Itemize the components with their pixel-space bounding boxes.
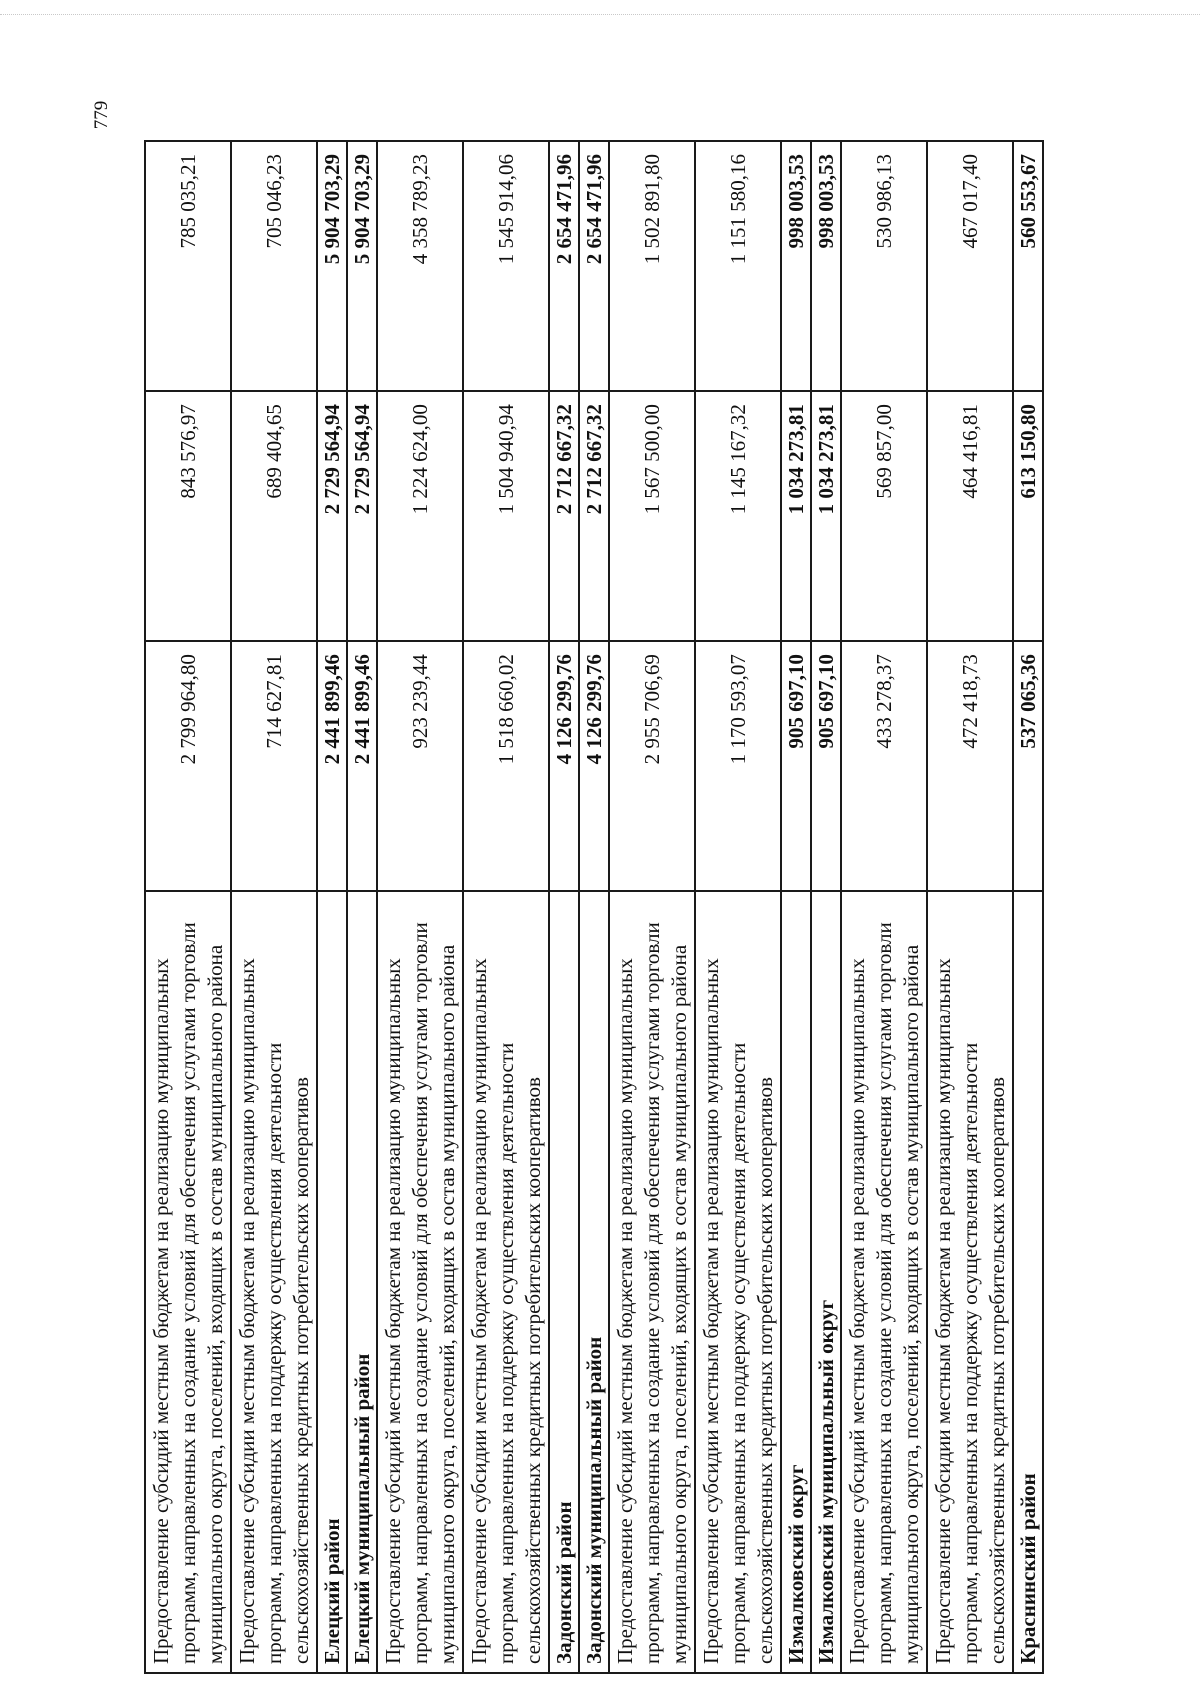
table-row <box>927 141 1013 1673</box>
value-cell-3: 998 003,53 <box>811 141 841 391</box>
value-cell-3: 530 986,13 <box>841 141 927 391</box>
row-name: Предоставление субсидий местным бюджетам на реализацию муниципальных программ, направленных на создание условий для обеспечения услугами торговли муниципального округа, поселений, входящих в состав муниципального района <box>145 891 231 1673</box>
value-cell-3: 467 017,40 <box>927 141 1013 391</box>
region-name: Задонский муниципальный район <box>579 891 609 1673</box>
value-cell-3: 1 151 580,16 <box>695 141 781 391</box>
region-total-row <box>781 141 811 1673</box>
value-cell-2: 613 150,80 <box>1013 391 1043 641</box>
value-cell-3: 785 035,21 <box>145 141 231 391</box>
value-cell-2: 2 729 564,94 <box>317 391 347 641</box>
region-name: Измалковский муниципальный округ <box>811 891 841 1673</box>
value-cell-3: 1 502 891,80 <box>609 141 695 391</box>
region-name: Измалковский округ <box>781 891 811 1673</box>
region-total-row <box>579 141 609 1673</box>
value-cell-2: 2 729 564,94 <box>347 391 377 641</box>
value-cell-1: 923 239,44 <box>377 641 463 891</box>
value-cell-3: 4 358 789,23 <box>377 141 463 391</box>
value-cell-1: 905 697,10 <box>781 641 811 891</box>
table-row <box>609 141 695 1673</box>
value-cell-1: 537 065,36 <box>1013 641 1043 891</box>
value-cell-2: 569 857,00 <box>841 391 927 641</box>
value-cell-1: 2 799 964,80 <box>145 641 231 891</box>
value-cell-1: 4 126 299,76 <box>549 641 579 891</box>
value-cell-1: 2 955 706,69 <box>609 641 695 891</box>
value-cell-1: 1 518 660,02 <box>463 641 549 891</box>
value-cell-3: 5 904 703,29 <box>347 141 377 391</box>
table-row <box>841 141 927 1673</box>
region-total-row <box>811 141 841 1673</box>
row-name: Предоставление субсидий местным бюджетам на реализацию муниципальных программ, направленных на создание условий для обеспечения услугами торговли муниципального округа, поселений, входящих в состав муниципального района <box>609 891 695 1673</box>
value-cell-3: 2 654 471,96 <box>549 141 579 391</box>
value-cell-1: 433 278,37 <box>841 641 927 891</box>
region-total-row <box>1013 141 1043 1673</box>
value-cell-3: 998 003,53 <box>781 141 811 391</box>
value-cell-2: 1 504 940,94 <box>463 391 549 641</box>
row-name: Предоставление субсидий местным бюджетам на реализацию муниципальных программ, направленных на создание условий для обеспечения услугами торговли муниципального округа, поселений, входящих в состав муниципального района <box>841 891 927 1673</box>
row-name: Предоставление субсидии местным бюджетам на реализацию муниципальных программ, направленных на поддержку осуществления деятельности сельскохозяйственных кредитных потребительских кооперативов <box>927 891 1013 1673</box>
value-cell-3: 1 545 914,06 <box>463 141 549 391</box>
row-name: Предоставление субсидий местным бюджетам на реализацию муниципальных программ, направленных на создание условий для обеспечения услугами торговли муниципального округа, поселений, входящих в состав муниципального района <box>377 891 463 1673</box>
value-cell-1: 4 126 299,76 <box>579 641 609 891</box>
value-cell-2: 1 145 167,32 <box>695 391 781 641</box>
row-name: Предоставление субсидии местным бюджетам на реализацию муниципальных программ, направленных на поддержку осуществления деятельности сельскохозяйственных кредитных потребительских кооперативов <box>695 891 781 1673</box>
value-cell-3: 560 553,67 <box>1013 141 1043 391</box>
region-name: Елецкий муниципальный район <box>347 891 377 1673</box>
table-row <box>145 141 231 1673</box>
value-cell-2: 1 567 500,00 <box>609 391 695 641</box>
table-row <box>231 141 317 1673</box>
value-cell-2: 1 034 273,81 <box>781 391 811 641</box>
value-cell-3: 5 904 703,29 <box>317 141 347 391</box>
value-cell-2: 2 712 667,32 <box>549 391 579 641</box>
value-cell-2: 689 404,65 <box>231 391 317 641</box>
region-total-row <box>549 141 579 1673</box>
value-cell-1: 2 441 899,46 <box>317 641 347 891</box>
value-cell-1: 1 170 593,07 <box>695 641 781 891</box>
row-name: Предоставление субсидии местным бюджетам на реализацию муниципальных программ, направленных на поддержку осуществления деятельности сельскохозяйственных кредитных потребительских кооперативов <box>463 891 549 1673</box>
region-name: Краснинский район <box>1013 891 1043 1673</box>
value-cell-2: 1 224 624,00 <box>377 391 463 641</box>
table-row <box>377 141 463 1673</box>
value-cell-2: 464 416,81 <box>927 391 1013 641</box>
table-row <box>695 141 781 1673</box>
region-name: Елецкий район <box>317 891 347 1673</box>
value-cell-1: 472 418,73 <box>927 641 1013 891</box>
value-cell-2: 2 712 667,32 <box>579 391 609 641</box>
region-total-row <box>317 141 347 1673</box>
region-name: Задонский район <box>549 891 579 1673</box>
subsidy-table <box>144 140 1044 1674</box>
value-cell-2: 843 576,97 <box>145 391 231 641</box>
page-number: 779 <box>91 100 112 130</box>
top-divider <box>0 14 1200 15</box>
table-row <box>463 141 549 1673</box>
value-cell-3: 2 654 471,96 <box>579 141 609 391</box>
value-cell-2: 1 034 273,81 <box>811 391 841 641</box>
value-cell-1: 2 441 899,46 <box>347 641 377 891</box>
value-cell-3: 705 046,23 <box>231 141 317 391</box>
region-total-row <box>347 141 377 1673</box>
rotated-table-container <box>144 140 1072 1674</box>
value-cell-1: 905 697,10 <box>811 641 841 891</box>
row-name: Предоставление субсидии местным бюджетам на реализацию муниципальных программ, направленных на поддержку осуществления деятельности сельскохозяйственных кредитных потребительских кооперативов <box>231 891 317 1673</box>
value-cell-1: 714 627,81 <box>231 641 317 891</box>
